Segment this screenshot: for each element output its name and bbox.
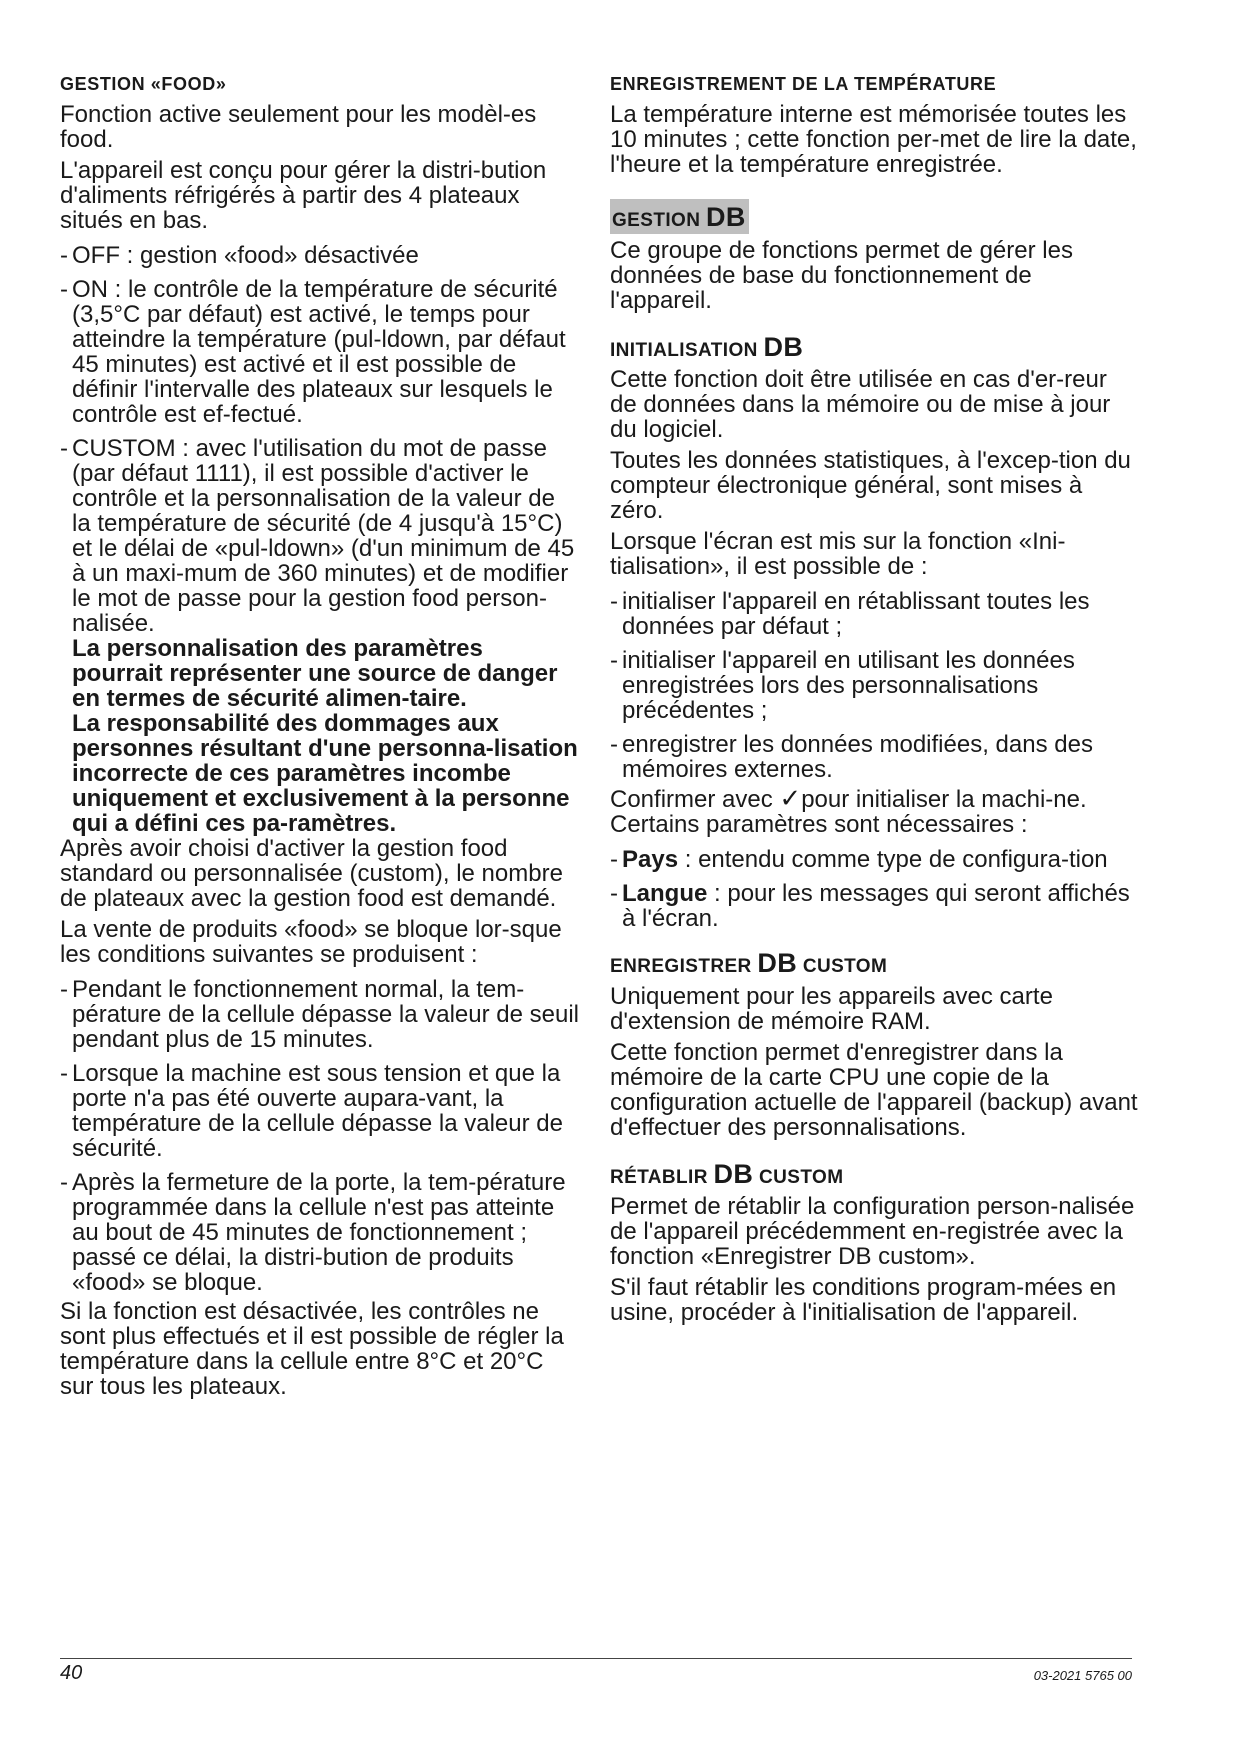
food-management-heading: GESTION «FOOD»: [60, 74, 227, 94]
left-column: [60, 70, 580, 1405]
food-final-text: Si la fonction est désactivée, les contrôles ne sont plus effectués et il est possible de régler la température dans la cellule entre 8°C et 20°C sur tous les plateaux.: [60, 1297, 564, 1400]
db-management-highlight: GESTION DB: [610, 199, 749, 234]
param-country: - Pays : entendu comme type de configura-tion: [610, 846, 1108, 874]
right-column: [610, 70, 1140, 1331]
check-icon: ✓: [779, 783, 802, 814]
list-item-off: - OFF : gestion «food» désactivée: [60, 241, 419, 269]
db-init-text-2: Toutes les données statistiques, à l'excep-tion du compteur électronique général, sont mises à zéro.: [610, 447, 1131, 525]
temperature-recording-text: La température interne est mémorisée toutes les 10 minutes ; cette fonction per-met de lire la date, l'heure et la température enregistrée.: [610, 100, 1137, 178]
init-option-1: - initialiser l'appareil en rétablissant toutes les données par défaut ;: [610, 588, 1090, 641]
list-item-custom: - CUSTOM : avec l'utilisation du mot de passe (par défaut 1111), il est possible d'activer le contrôle et la personnalisation de la valeur de la température de sécurité (de 4 jusqu'à 15°C) et le délai de «pul-ldown» (d'un minimum de 45 à un maxi-mum de 360 minutes) et de modifier le mot de passe pour la gestion food person-nalisée. La personnalisation des paramètres pourrait représenter une source de danger en termes de sécurité alimen-taire. La responsabilité des dommages aux personnes résultant d'une personna-lisation incorrecte de ces paramètres incombe uniquement et exclusivement à la personne qui a défini ces pa-ramètres.: [60, 436, 580, 836]
save-db-text-1: Uniquement pour les appareils avec carte d'extension de mémoire RAM.: [610, 982, 1053, 1035]
db-init-text-3: Lorsque l'écran est mis sur la fonction «Ini-tialisation», il est possible de :: [610, 528, 1066, 581]
food-intro-2: L'appareil est conçu pour gérer la distri-bution d'aliments réfrigérés à partir des 4 plateaux situés en bas.: [60, 156, 547, 234]
init-option-2: - initialiser l'appareil en utilisant les données enregistrées lors des personnalisations précédentes ;: [610, 647, 1075, 725]
param-language: - Langue : pour les messages qui seront affichés à l'écran.: [610, 880, 1130, 933]
save-db-text-2: Cette fonction permet d'enregistrer dans la mémoire de la carte CPU une copie de la configuration actuelle de l'appareil (backup) avant d'effectuer des personnalisations.: [610, 1038, 1138, 1141]
restore-db-text-1: Permet de rétablir la configuration person-nalisée de l'appareil précédemment en-registrée avec la fonction «Enregistrer DB custom».: [610, 1193, 1135, 1271]
temperature-recording-heading: ENREGISTREMENT DE LA TEMPÉRATURE: [610, 74, 997, 94]
restore-db-custom-heading: RÉTABLIR DB CUSTOM: [610, 1158, 844, 1189]
init-option-3: - enregistrer les données modifiées, dans des mémoires externes.: [610, 731, 1093, 784]
warning-customization: La personnalisation des paramètres pourrait représenter une source de danger en termes de sécurité alimen-taire.: [72, 634, 558, 712]
food-after-2: La vente de produits «food» se bloque lor-sque les conditions suivantes se produisent :: [60, 915, 562, 968]
list-item-on: - ON : le contrôle de la température de sécurité (3,5°C par défaut) est activé, le temps pour atteindre la température (pul-ldown, par défaut 45 minutes) est activé et il est possible de définir l'intervalle des plateaux sur lesquels le contrôle est ef-fectué.: [60, 275, 566, 428]
document-code: 03-2021 5765 00: [1033, 1668, 1132, 1683]
save-db-custom-heading: ENREGISTRER DB CUSTOM: [610, 948, 888, 979]
food-after-1: Après avoir choisi d'activer la gestion food standard ou personnalisée (custom), le nombre de plateaux avec la gestion food est demandé.: [60, 834, 563, 912]
db-management-text: Ce groupe de fonctions permet de gérer les données de base du fonctionnement de l'appareil.: [610, 236, 1073, 314]
condition-item-3: - Après la fermeture de la porte, la tem-pérature programmée dans la cellule n'est pas atteinte au bout de 45 minutes de fonctionnement ; passé ce délai, la distri-bution de produits «food» se bloque.: [60, 1168, 566, 1296]
warning-responsibility: La responsabilité des dommages aux personnes résultant d'une personna-lisation incorrecte de ces paramètres incombe uniquement et exclusivement à la personne qui a défini ces pa-ramètres.: [72, 709, 578, 837]
food-intro-1: Fonction active seulement pour les modèl-es food.: [60, 100, 537, 153]
condition-item-1: - Pendant le fonctionnement normal, la tem-pérature de la cellule dépasse la valeur de seuil pendant plus de 15 minutes.: [60, 975, 579, 1053]
db-init-heading: INITIALISATION DB: [610, 331, 804, 362]
db-management-heading: [610, 199, 1140, 234]
confirm-text: Confirmer avec ✓pour initialiser la machi-ne. Certains paramètres sont nécessaires :: [610, 783, 1087, 839]
condition-item-2: - Lorsque la machine est sous tension et que la porte n'a pas été ouverte aupara-vant, la température de la cellule dépasse la valeur de sécurité.: [60, 1059, 563, 1162]
footer-divider: [60, 1658, 1132, 1659]
page-number: 40: [60, 1662, 83, 1684]
db-init-text-1: Cette fonction doit être utilisée en cas d'er-reur de données dans la mémoire ou de mise à jour du logiciel.: [610, 366, 1111, 444]
restore-db-text-2: S'il faut rétablir les conditions program-mées en usine, procéder à l'initialisation de l'appareil.: [610, 1274, 1117, 1327]
